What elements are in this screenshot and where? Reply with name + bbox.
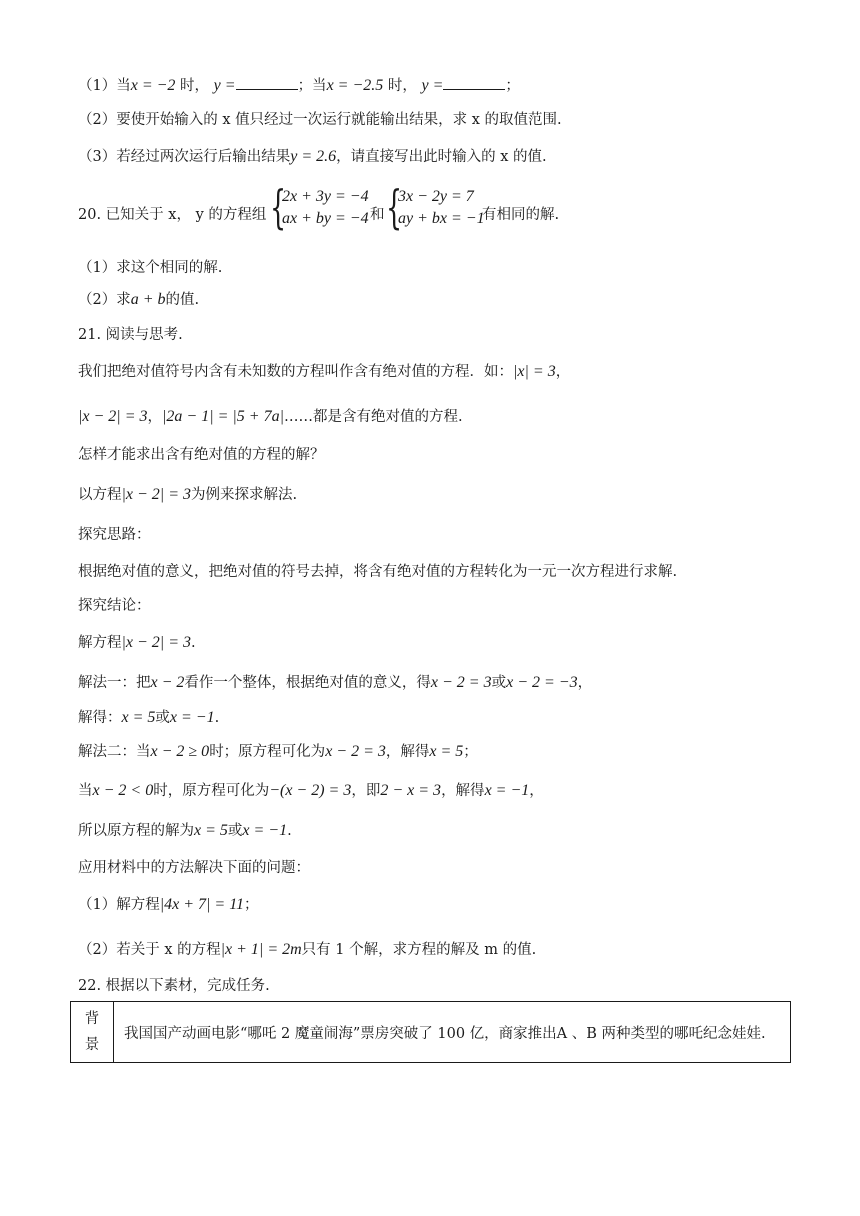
math-expr: x = −1 [242, 822, 288, 839]
q21-method2-cont: 当x − 2 < 0时，原方程可化为−(x − 2) = 3，即2 − x = 3，解得x = −1， [78, 782, 544, 799]
table-row [71, 1002, 791, 1063]
q21-apply-part1: （1）解方程|4x + 7| = 11； [78, 896, 259, 913]
q21-method1: 解法一：把x − 2看作一个整体，根据绝对值的意义，得x − 2 = 3或x − 2 = −3， [78, 674, 593, 691]
math-expr: a + b [130, 291, 166, 308]
q21-idea-title: 探究思路： [78, 527, 151, 543]
math-expr: x − 2 = −3 [506, 674, 578, 691]
q20-lead: 20. 已知关于 x， y 的方程组 [78, 207, 267, 223]
q19-part1: （1）当x = −2 时， y = ；当x = −2.5 时， y = ； [78, 77, 520, 94]
table-cell-label: 背 景 [71, 1002, 114, 1063]
math-expr: x − 2 < 0 [92, 782, 154, 799]
math-expr: |2a − 1| = |5 + 7a| [162, 408, 284, 425]
material-table [70, 1001, 791, 1063]
q19-part3: （3）若经过两次运行后输出结果y = 2.6，请直接写出此时输入的 x 的值. [78, 148, 547, 165]
q20-part1: （1）求这个相同的解. [78, 260, 223, 276]
math-expr: x = −1 [484, 782, 530, 799]
math-expr: x = −2 [130, 77, 176, 94]
math-expr: |4x + 7| = 11 [159, 896, 245, 913]
left-brace: { [386, 180, 403, 234]
q21-method2: 解法二：当x − 2 ≥ 0时；原方程可化为x − 2 = 3，解得x = 5； [78, 743, 478, 760]
q21-question: 怎样才能求出含有绝对值的方程的解？ [78, 447, 325, 463]
math-expr: y = [213, 77, 236, 94]
q22-title: 22. 根据以下素材，完成任务. [78, 978, 270, 994]
equation-system-2: 3x − 2y = 7 ay + bx = −1 [398, 188, 485, 227]
q21-apply-part2: （2）若关于 x 的方程|x + 1| = 2m只有 1 个解，求方程的解及 m 的值. [78, 941, 537, 958]
math-expr: x = 5 [121, 709, 156, 726]
math-expr: x = 5 [429, 743, 464, 760]
math-expr: |x − 2| = 3 [78, 408, 148, 425]
q21-idea: 根据绝对值的意义，把绝对值的符号去掉，将含有绝对值的方程转化为一元一次方程进行求解. [78, 564, 678, 580]
q20-tail: 有相同的解. [482, 207, 560, 223]
math-expr: |x| = 3 [513, 363, 556, 380]
q20-part2: （2）求a + b的值. [78, 291, 200, 308]
math-expr: y = [421, 77, 444, 94]
math-expr: 2 − x = 3 [380, 782, 442, 799]
math-expr: x = −2.5 [326, 77, 384, 94]
q21-method1-result: 解得：x = 5或x = −1. [78, 709, 220, 726]
q19-part2: （2）要使开始输入的 x 值只经过一次运行就能输出结果，求 x 的取值范围. [78, 112, 562, 128]
math-expr: x = 5 [194, 822, 228, 839]
q21-apply: 应用材料中的方法解决下面的问题： [78, 860, 310, 876]
math-expr: |x − 2| = 3 [121, 634, 191, 651]
q21-intro: 我们把绝对值符号内含有未知数的方程叫作含有绝对值的方程．如：|x| = 3， [78, 363, 571, 380]
table-cell-background: 我国国产动画电影“哪吒 2 魔童闹海”票房突破了 100 亿，商家推出A 、B 两种类型的哪吒纪念娃娃. [114, 1002, 791, 1063]
q21-method2-result: 所以原方程的解为x = 5或x = −1. [78, 822, 292, 839]
q21-title: 21. 阅读与思考. [78, 327, 183, 343]
math-expr: x − 2 [150, 674, 185, 691]
q21-conclusion-title: 探究结论： [78, 598, 151, 614]
q20-and: 和 [370, 207, 385, 223]
q21-intro-cont: |x − 2| = 3，|2a − 1| = |5 + 7a|……都是含有绝对值的方程. [78, 408, 463, 425]
answer-blank [443, 75, 505, 90]
math-expr: x − 2 ≥ 0 [150, 743, 210, 760]
math-expr: x = −1 [169, 709, 215, 726]
math-expr: |x + 1| = 2m [220, 941, 302, 958]
answer-blank [236, 75, 298, 90]
equation-system-1: 2x + 3y = −4 ax + by = −4 [282, 188, 369, 227]
math-expr: x − 2 = 3 [430, 674, 492, 691]
math-expr: |x − 2| = 3 [121, 486, 191, 503]
math-expr: y = 2.6 [290, 148, 337, 165]
q21-example: 以方程|x − 2| = 3为例来探求解法. [78, 486, 298, 503]
q21-solve: 解方程|x − 2| = 3. [78, 634, 196, 651]
left-brace: { [270, 180, 287, 234]
math-expr: −(x − 2) = 3 [269, 782, 352, 799]
math-expr: x − 2 = 3 [325, 743, 386, 760]
